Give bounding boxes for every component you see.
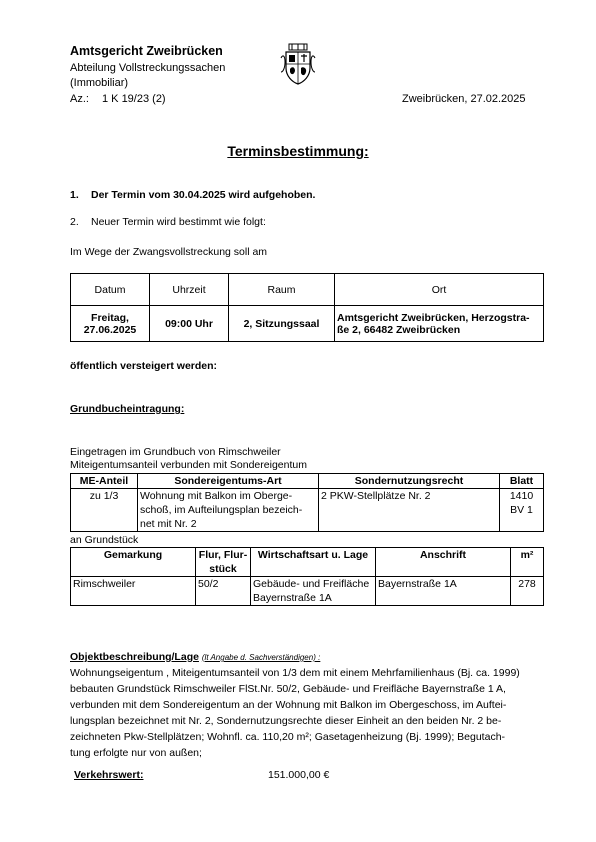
grundbuch-line-1: Eingetragen im Grundbuch von Rimschweiler	[70, 446, 281, 458]
header-datum: Datum	[71, 274, 150, 306]
item-1-num: 1.	[70, 189, 79, 201]
az-value: 1 K 19/23 (2)	[102, 93, 166, 105]
cell-art: Wohnung mit Balkon im Oberge- schoß, im Aufteilungsplan bezeich- net mit Nr. 2	[138, 489, 319, 532]
cell-gemarkung: Rimschweiler	[71, 577, 196, 606]
header-gemarkung: Gemarkung	[71, 548, 196, 577]
header-ort: Ort	[335, 274, 544, 306]
court-name: Amtsgericht Zweibrücken	[70, 44, 223, 58]
header-uhrzeit: Uhrzeit	[150, 274, 229, 306]
objekt-line: bebauten Grundstück Rimschweiler FlSt.Nr. 50/2, Gebäude- und Freifläche Bayernstraße 1 A,	[70, 683, 506, 695]
az-label: Az.:	[70, 93, 89, 105]
cell-wirtschaftsart: Gebäude- und Freifläche Bayernstraße 1A	[251, 577, 376, 606]
objekt-line: zeichneten Pkw-Stellplätzen; Wohnfl. ca. 110,20 m²; Gasetagenheizung (Bj. 1999); Begutach-	[70, 731, 506, 743]
verkehrswert-label: Verkehrswert:	[74, 769, 144, 781]
cell-ort: Amtsgericht Zweibrücken, Herzogstra- ße 2, 66482 Zweibrücken	[335, 306, 544, 342]
grundstueck-label: an Grundstück	[70, 534, 139, 546]
header-sondernutzungsrecht: Sondernutzungsrecht	[319, 474, 500, 489]
cell-flur: 50/2	[196, 577, 251, 606]
header-anschrift: Anschrift	[376, 548, 511, 577]
header-raum: Raum	[229, 274, 335, 306]
header-me-anteil: ME-Anteil	[71, 474, 138, 489]
header-sondereigentums-art: Sondereigentums-Art	[138, 474, 319, 489]
versteigert-text: öffentlich versteigert werden:	[70, 360, 218, 372]
objekt-note: (lt Angabe d. Sachverständigen) :	[201, 653, 321, 662]
intro-text: Im Wege der Zwangsvollstreckung soll am	[70, 246, 268, 258]
cell-recht: 2 PKW-Stellplätze Nr. 2	[319, 489, 500, 532]
item-1-text: Der Termin vom 30.04.2025 wird aufgehoben.	[91, 189, 316, 201]
cell-uhrzeit: 09:00 Uhr	[150, 306, 229, 342]
cell-anschrift: Bayernstraße 1A	[376, 577, 511, 606]
cell-raum: 2, Sitzungssaal	[229, 306, 335, 342]
grundstueck-table	[70, 547, 544, 606]
grundbuch-heading: Grundbucheintragung:	[70, 403, 185, 415]
objekt-line: verbunden mit dem Sondereigentum an der Wohnung mit Balkon im Obergeschoss, im Auftei-	[70, 699, 507, 711]
department: Abteilung Vollstreckungssachen	[70, 62, 226, 74]
verkehrswert-value: 151.000,00 €	[268, 769, 330, 781]
cell-blatt: 1410 BV 1	[500, 489, 544, 532]
objekt-line: Wohnungseigentum , Miteigentumsanteil von 1/3 dem mit einem Mehrfamilienhaus (Bj. ca. 1999)	[70, 667, 520, 679]
cell-m2: 278	[511, 577, 544, 606]
page-title: Terminsbestimmung:	[227, 143, 369, 159]
header-flur: Flur, Flur- stück	[196, 548, 251, 577]
me-table	[70, 473, 544, 532]
place-date: Zweibrücken, 27.02.2025	[402, 93, 526, 105]
department-sub: (Immobiliar)	[70, 77, 129, 89]
coat-of-arms-icon	[279, 42, 317, 86]
grundbuch-line-2: Miteigentumsanteil verbunden mit Sondereigentum	[70, 459, 307, 471]
objekt-heading: Objektbeschreibung/Lage	[70, 651, 199, 663]
item-2-text: Neuer Termin wird bestimmt wie folgt:	[91, 216, 266, 228]
objekt-heading-row	[70, 651, 320, 663]
header-blatt: Blatt	[500, 474, 544, 489]
objekt-line: lungsplan bezeichnet mit Nr. 2, Sondernutzungsrechte dieser Einheit an den beiden Nr. 2 be-	[70, 715, 502, 727]
objekt-description	[70, 665, 550, 761]
cell-datum: Freitag, 27.06.2025	[71, 306, 150, 342]
header-m2: m²	[511, 548, 544, 577]
objekt-line: tung erfolgte nur von außen;	[70, 747, 202, 759]
item-2-num: 2.	[70, 216, 79, 228]
cell-anteil: zu 1/3	[71, 489, 138, 532]
termin-table	[70, 273, 544, 342]
header-wirtschaftsart: Wirtschaftsart u. Lage	[251, 548, 376, 577]
